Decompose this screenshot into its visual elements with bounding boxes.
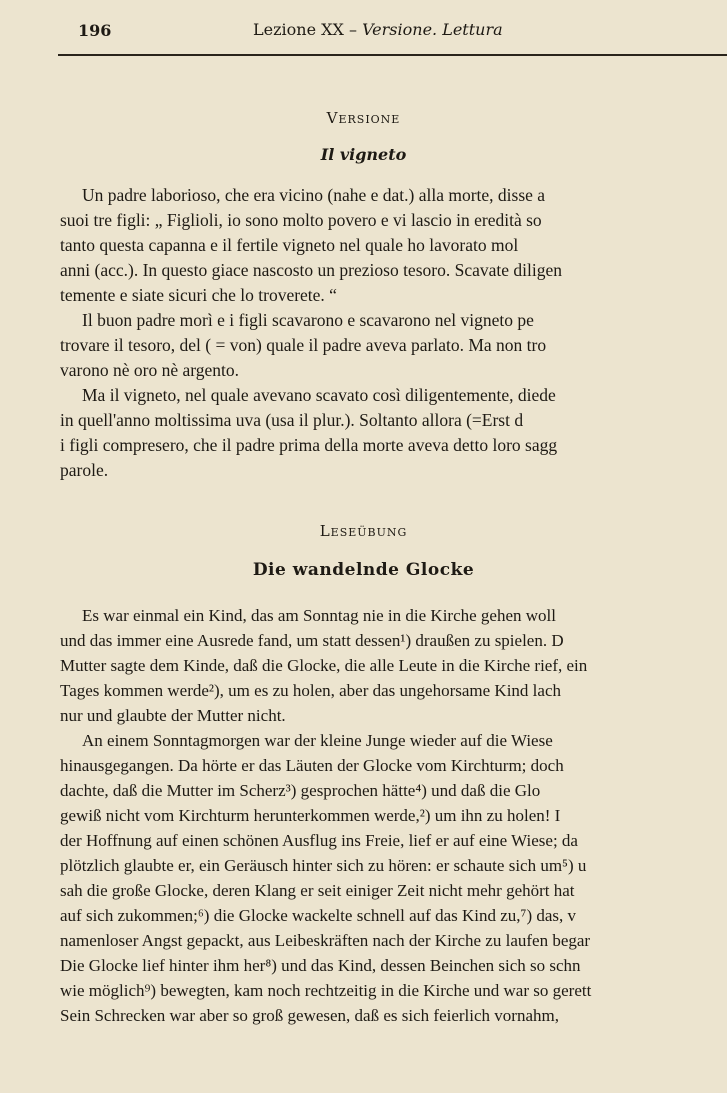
- versione-line: Il buon padre morì e i figli scavarono e scavarono nel vigneto pe: [82, 310, 534, 330]
- versione-text: [60, 183, 727, 483]
- lettura-section-title: Leseübung: [319, 522, 408, 540]
- versione-line: Un padre laborioso, che era vicino (nahe e dat.) alla morte, disse a: [82, 185, 546, 205]
- lettura-line: hinausgegangen. Da hörte er das Läuten der Glocke vom Kirchturm; doch: [60, 756, 564, 775]
- running-head-italic: Versione. Lettura: [362, 20, 503, 39]
- versione-line: trovare il tesoro, del ( = von) quale il padre aveva parlato. Ma non tro: [60, 335, 547, 355]
- lettura-line: Die Glocke lief hinter ihm her⁸) und das Kind, dessen Beinchen sich so schn: [60, 956, 581, 975]
- lettura-line: Mutter sagte dem Kinde, daß die Glocke, die alle Leute in die Kirche rief, ein: [60, 656, 588, 675]
- versione-title: Il vigneto: [320, 145, 407, 164]
- versione-line: Ma il vigneto, nel quale avevano scavato così diligentemente, diede: [82, 385, 556, 405]
- lettura-title: Die wandelnde Glocke: [252, 560, 475, 580]
- versione-line: i figli compresero, che il padre prima della morte aveva detto loro sagg: [60, 435, 558, 455]
- versione-line: temente e siate sicuri che lo troverete. “: [60, 285, 337, 305]
- versione-section-title: Versione: [326, 109, 401, 127]
- lettura-line: Es war einmal ein Kind, das am Sonntag nie in die Kirche gehen woll: [82, 606, 556, 625]
- lettura-line: Sein Schrecken war aber so groß gewesen, daß es sich feierlich vornahm,: [60, 1006, 559, 1025]
- versione-line: suoi tre figli: „ Figlioli, io sono molto povero e vi lascio in eredità so: [60, 210, 542, 230]
- lettura-line: namenloser Angst gepackt, aus Leibeskräften nach der Kirche zu laufen begar: [60, 931, 591, 950]
- lettura-line: gewiß nicht vom Kirchturm herunterkommen werde,²) um ihn zu holen! I: [60, 806, 561, 825]
- versione-line: tanto questa capanna e il fertile vigneto nel quale ho lavorato mol: [60, 235, 519, 255]
- lettura-text: [60, 603, 727, 1028]
- lettura-line: nur und glaubte der Mutter nicht.: [60, 706, 286, 725]
- page-header: [58, 18, 727, 56]
- lettura-line: der Hoffnung auf einen schönen Ausflug ins Freie, lief er auf eine Wiese; da: [60, 831, 578, 850]
- lettura-line: sah die große Glocke, deren Klang er seit einiger Zeit nicht mehr gehört hat: [60, 881, 575, 900]
- lettura-line: auf sich zukommen;⁶) die Glocke wackelte schnell auf das Kind zu,⁷) das, v: [60, 906, 577, 925]
- lettura-line: Tages kommen werde²), um es zu holen, aber das ungehorsame Kind lach: [60, 681, 561, 700]
- versione-line: anni (acc.). In questo giace nascosto un prezioso tesoro. Scavate diligen: [60, 260, 562, 280]
- lettura-line: plötzlich glaubte er, ein Geräusch hinter sich zu hören: er schaute sich um⁵) u: [60, 856, 587, 875]
- page-number: 196: [78, 21, 112, 40]
- versione-line: in quell'anno moltissima uva (usa il plur.). Soltanto allora (=Erst d: [60, 410, 524, 430]
- lettura-line: dachte, daß die Mutter im Scherz³) gesprochen hätte⁴) und daß die Glo: [60, 781, 541, 800]
- versione-line: parole.: [60, 460, 109, 480]
- lettura-line: und das immer eine Ausrede fand, um statt dessen¹) draußen zu spielen. D: [60, 631, 564, 650]
- lettura-line: wie möglich⁹) bewegten, kam noch rechtzeitig in die Kirche und war so gerett: [60, 981, 592, 1000]
- versione-line: varono nè oro nè argento.: [60, 360, 239, 380]
- running-head-prefix: Lezione XX –: [253, 20, 363, 39]
- lettura-line: An einem Sonntagmorgen war der kleine Junge wieder auf die Wiese: [82, 731, 553, 750]
- running-head: [253, 20, 503, 39]
